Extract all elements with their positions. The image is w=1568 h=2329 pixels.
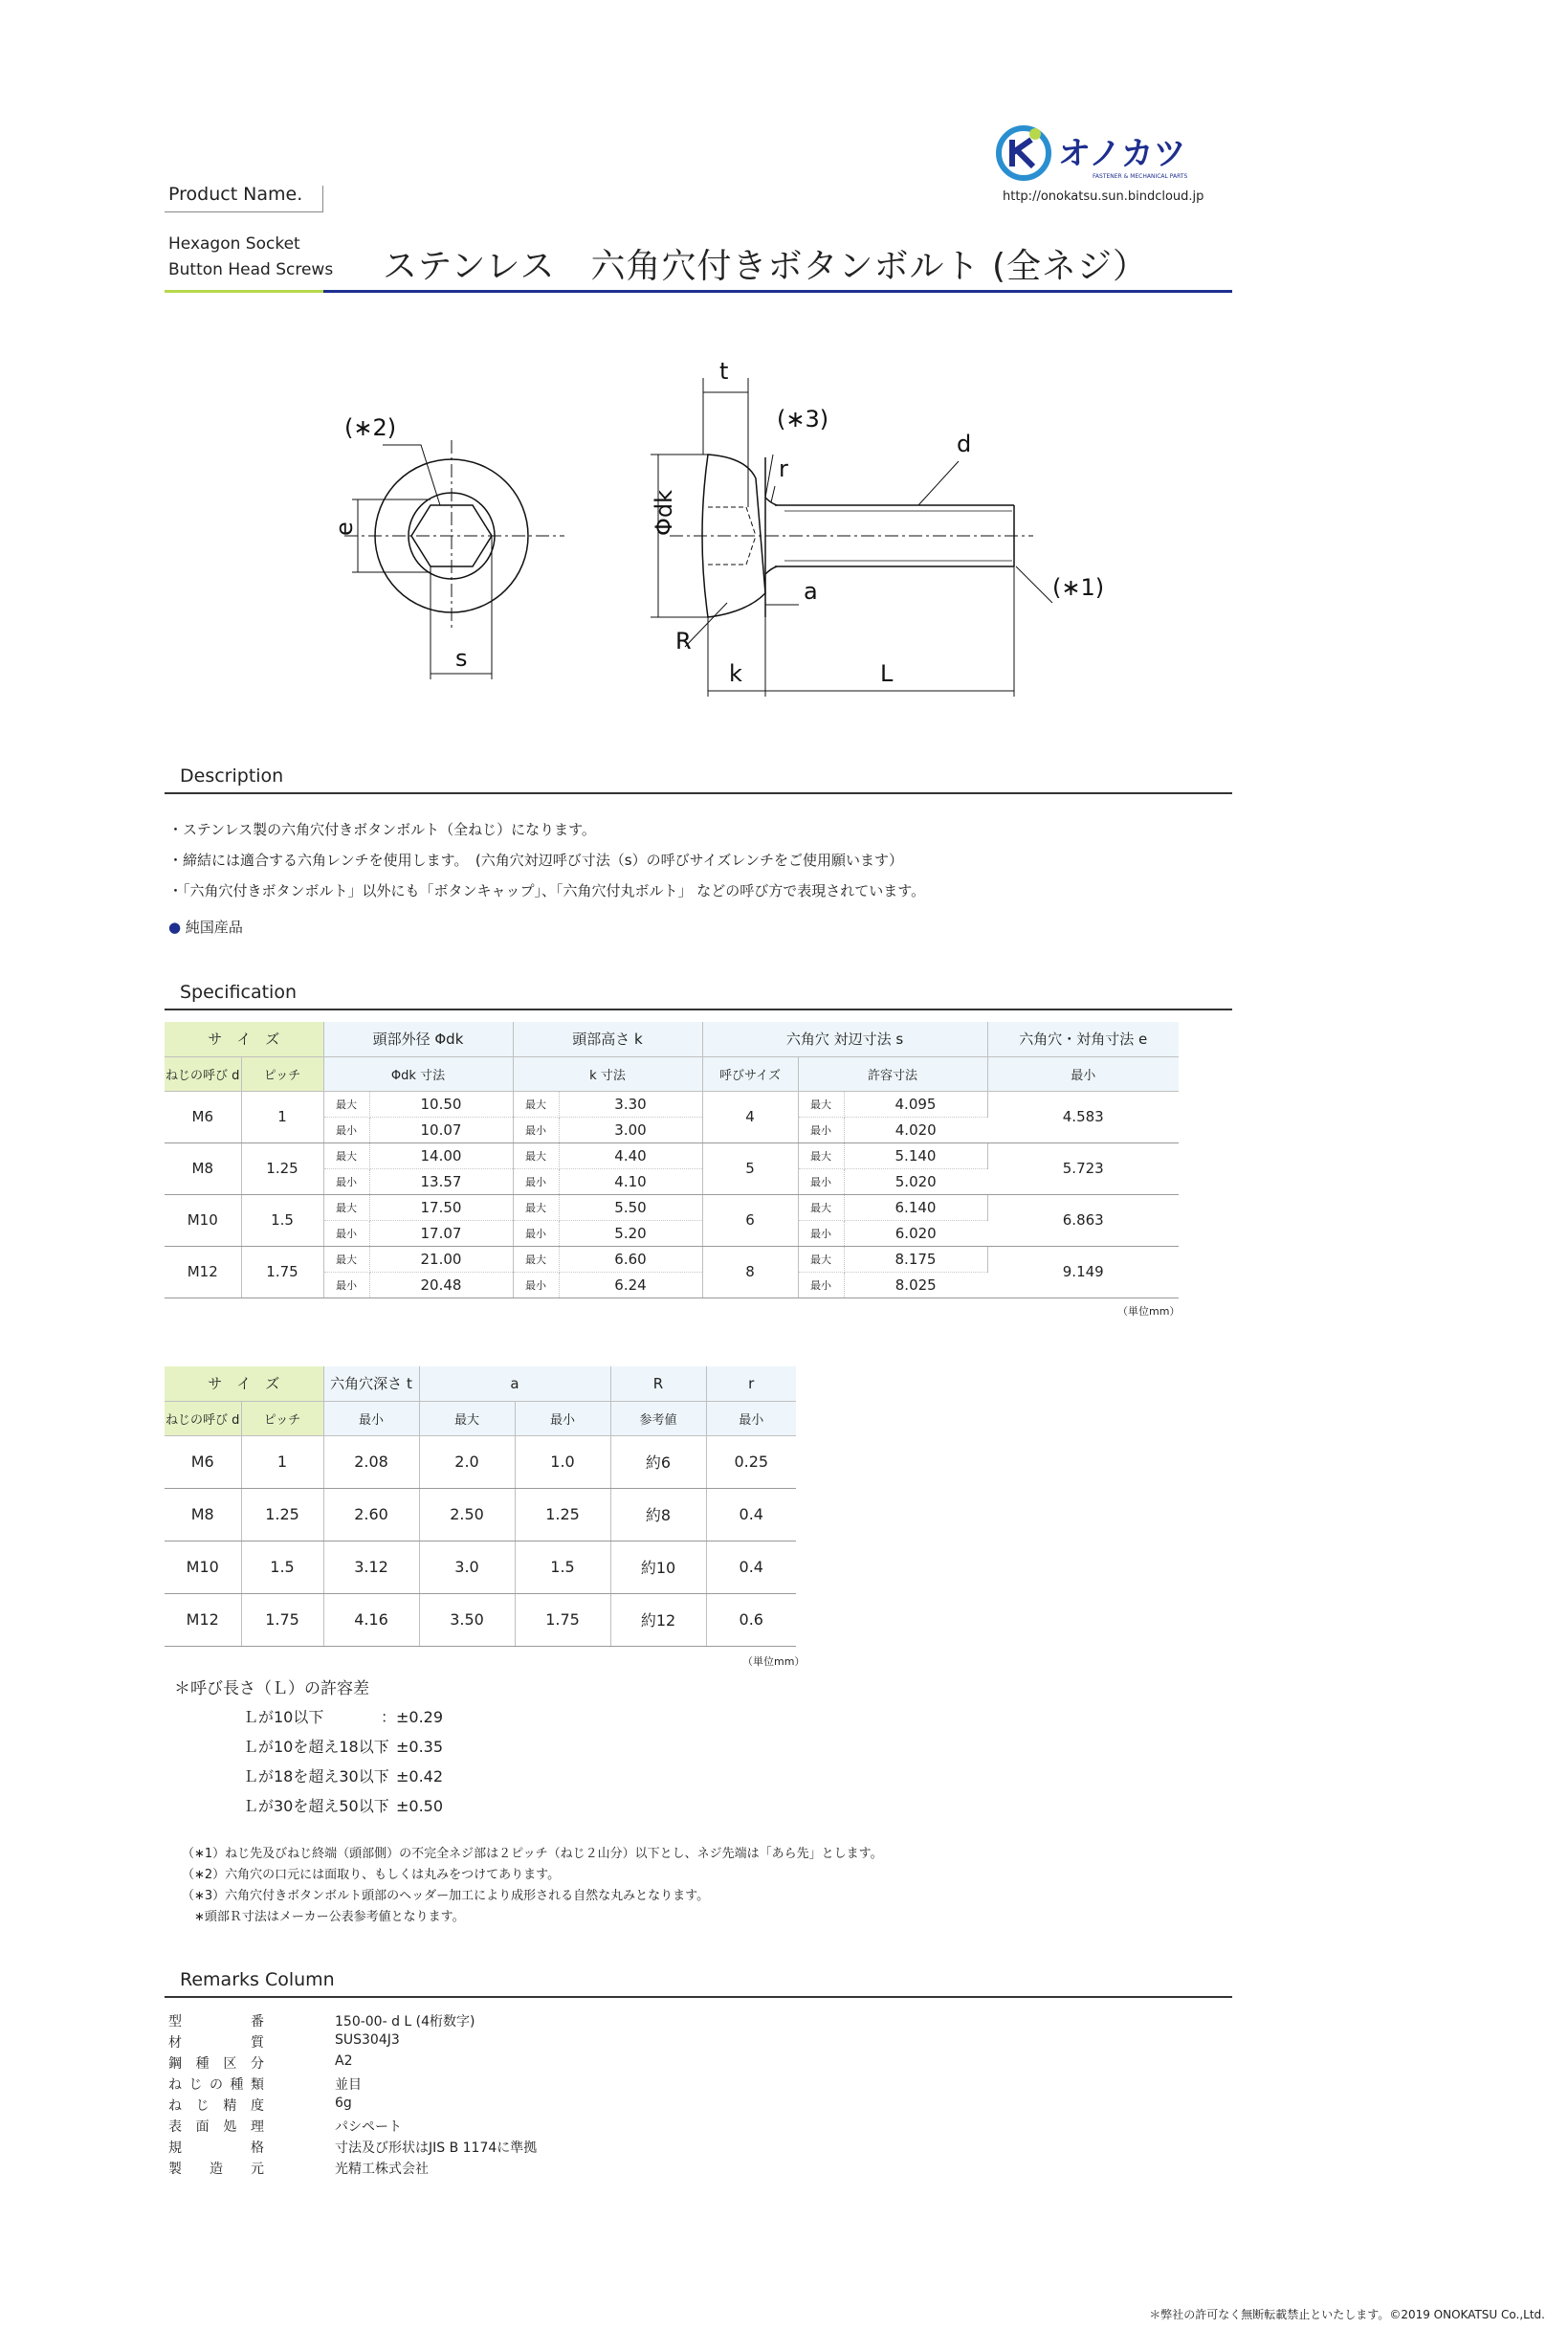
cell-max-label: 最大 — [513, 1091, 559, 1117]
cell-min-label: 最小 — [323, 1220, 369, 1246]
origin-bullet-icon: ● — [168, 919, 182, 936]
specification-title: Specification — [180, 982, 297, 1003]
col-size-header: サ イ ズ — [165, 1022, 323, 1056]
col-k-header: 頭部高さ k — [513, 1022, 702, 1056]
cell-min-label: 最小 — [323, 1168, 369, 1194]
logo-k-mark — [1012, 140, 1033, 166]
cell-max-label: 最大 — [798, 1142, 844, 1168]
cell-min-label: 最小 — [513, 1117, 559, 1142]
cell-r: 0.4 — [706, 1488, 796, 1541]
cell-pitch: 1.25 — [241, 1142, 323, 1194]
cell-pitch: 1.25 — [241, 1488, 323, 1541]
remark-key-char: 精 — [223, 2098, 237, 2114]
remark-key-char: 番 — [251, 2014, 264, 2030]
col-thread-sub: ねじの呼び d — [165, 1056, 241, 1091]
remark-key-char: 質 — [251, 2035, 264, 2051]
cell-s-nominal: 8 — [702, 1246, 798, 1298]
label-phidk: Φdk — [651, 489, 677, 536]
cell-s-max: 6.140 — [844, 1194, 987, 1220]
remark-value-model: 150-00- d L (4桁数字) — [335, 2014, 475, 2030]
company-url[interactable]: http://onokatsu.sun.bindcloud.jp — [1003, 189, 1204, 204]
col-r-header: r — [706, 1366, 796, 1401]
col-a-min-sub: 最小 — [515, 1401, 610, 1435]
cell-thread: M6 — [165, 1091, 241, 1142]
table-row — [165, 1541, 796, 1593]
note-star1: （∗1）ねじ先及びねじ終端（頭部側）の不完全ネジ部は２ピッチ（ねじ２山分）以下とし、ネジ先端は「あら先」とします。 — [182, 1847, 883, 1861]
description-title: Description — [180, 765, 284, 787]
leader-star3 — [765, 455, 773, 498]
label-star2: (∗2) — [344, 414, 397, 441]
spec-table-1-subheader — [165, 1056, 1179, 1091]
label-k: k — [729, 660, 742, 687]
cell-dk-max: 14.00 — [369, 1142, 513, 1168]
col-pitch-sub: ピッチ — [241, 1056, 323, 1091]
description-line-1: ・ステンレス製の六角穴付きボタンボルト（全ねじ）になります。 — [168, 821, 596, 838]
product-name-label: Product Name. — [168, 184, 303, 205]
logo-dot — [1029, 128, 1041, 140]
table-row — [165, 1142, 1179, 1168]
cell-thread: M10 — [165, 1541, 241, 1593]
table-row — [165, 1246, 1179, 1272]
remark-key-char: 処 — [223, 2119, 237, 2135]
table-row — [165, 1488, 796, 1541]
product-english-line2: Button Head Screws — [168, 260, 334, 279]
cell-max-label: 最大 — [323, 1194, 369, 1220]
cell-max-label: 最大 — [798, 1194, 844, 1220]
remarks-rule — [165, 1996, 1232, 1998]
cell-r: 0.4 — [706, 1541, 796, 1593]
cell-thread: M8 — [165, 1142, 241, 1194]
remark-key-char: 種 — [230, 2077, 244, 2093]
col-dk-header: 頭部外径 Φdk — [323, 1022, 513, 1056]
description-line-2: ・締結には適合する六角レンチを使用します。 (六角穴対辺呼び寸法（s）の呼びサイズレンチをご使用願います） — [168, 852, 904, 869]
leader-star1 — [1016, 566, 1052, 603]
label-r: r — [779, 455, 788, 482]
remark-key-char: 材 — [168, 2035, 182, 2051]
leader-d — [918, 461, 959, 505]
cell-R: 約6 — [610, 1435, 706, 1488]
cell-max-label: 最大 — [513, 1194, 559, 1220]
description-rule — [165, 792, 1232, 794]
col-t-min-sub: 最小 — [323, 1401, 419, 1435]
cell-min-label: 最小 — [798, 1168, 844, 1194]
cell-thread: M12 — [165, 1246, 241, 1298]
spec-table-2-header — [165, 1366, 796, 1401]
cell-s-min: 4.020 — [844, 1117, 987, 1142]
remark-key-model — [168, 2011, 264, 2030]
remark-key-material — [168, 2032, 264, 2052]
cell-e-min: 4.583 — [987, 1091, 1179, 1142]
col-s-tolerance-sub: 許容寸法 — [798, 1056, 987, 1091]
remark-key-char: の — [210, 2077, 223, 2093]
cell-min-label: 最小 — [798, 1272, 844, 1298]
product-english-name — [168, 232, 333, 283]
remark-key-char: 理 — [250, 2119, 264, 2135]
col-t-header: 六角穴深さ t — [323, 1366, 419, 1401]
remark-key-char: ね — [168, 2098, 182, 2114]
cell-dk-min: 13.57 — [369, 1168, 513, 1194]
remark-key-char: 種 — [195, 2056, 210, 2072]
cell-a-max: 3.50 — [419, 1593, 515, 1646]
cell-R: 約8 — [610, 1488, 706, 1541]
cell-k-max: 3.30 — [559, 1091, 702, 1117]
label-star3: (∗3) — [777, 406, 829, 433]
cell-s-max: 5.140 — [844, 1142, 987, 1168]
company-logo — [993, 122, 1205, 184]
cell-k-max: 6.60 — [559, 1246, 702, 1272]
cell-a-max: 3.0 — [419, 1541, 515, 1593]
length-tolerance-title: ＊呼び長さ（Ｌ）の許容差 — [174, 1679, 369, 1698]
note-star3: （∗3）六角穴付きボタンボルト頭部のヘッダー加工により成形される自然な丸みとなります。 — [182, 1889, 710, 1903]
cell-min-label: 最小 — [513, 1272, 559, 1298]
cell-r: 0.6 — [706, 1593, 796, 1646]
cell-dk-min: 10.07 — [369, 1117, 513, 1142]
remarks-title: Remarks Column — [180, 1969, 335, 1990]
col-k-sub: k 寸法 — [513, 1056, 702, 1091]
cell-pitch: 1.5 — [241, 1194, 323, 1246]
cell-R: 約10 — [610, 1541, 706, 1593]
cell-min-label: 最小 — [513, 1168, 559, 1194]
tolerance-value: ：±0.50 — [381, 1797, 444, 1815]
cell-pitch: 1.75 — [241, 1593, 323, 1646]
remark-key-char: 元 — [251, 2162, 264, 2177]
remark-key-manufacturer — [168, 2159, 264, 2178]
label-t: t — [719, 358, 729, 385]
cell-max-label: 最大 — [323, 1246, 369, 1272]
cell-a-max: 2.50 — [419, 1488, 515, 1541]
remark-key-char: 表 — [168, 2119, 182, 2135]
origin-line — [168, 917, 243, 937]
label-star1: (∗1) — [1052, 574, 1105, 601]
remark-key-char: 格 — [251, 2140, 264, 2156]
cell-max-label: 最大 — [323, 1091, 369, 1117]
cell-thread: M12 — [165, 1593, 241, 1646]
remark-value-surface: パシペート — [335, 2119, 402, 2135]
remark-key-thread-type — [168, 2074, 264, 2094]
col-s-nominal-sub: 呼びサイズ — [702, 1056, 798, 1091]
cell-s-nominal: 6 — [702, 1194, 798, 1246]
cell-s-min: 6.020 — [844, 1220, 987, 1246]
remark-key-char: じ — [188, 2077, 203, 2093]
col-s-header: 六角穴 対辺寸法 s — [702, 1022, 987, 1056]
note-head-radius: ∗頭部Ｒ寸法はメーカー公表参考値となります。 — [182, 1910, 465, 1924]
copyright-footer: ＊弊社の許可なく無断転載禁止といたします。©2019 ONOKATSU Co.,Ltd. — [1149, 2308, 1545, 2321]
cell-thread: M8 — [165, 1488, 241, 1541]
cell-t: 2.60 — [323, 1488, 419, 1541]
col-a-header: a — [419, 1366, 610, 1401]
remark-key-char: 型 — [168, 2014, 182, 2030]
col-pitch-sub: ピッチ — [241, 1401, 323, 1435]
remark-value-manufacturer: 光精工株式会社 — [335, 2162, 429, 2177]
cell-s-min: 5.020 — [844, 1168, 987, 1194]
cell-dk-max: 17.50 — [369, 1194, 513, 1220]
cell-s-nominal: 5 — [702, 1142, 798, 1194]
cell-max-label: 最大 — [323, 1142, 369, 1168]
technical-drawing — [316, 354, 1105, 699]
cell-k-min: 5.20 — [559, 1220, 702, 1246]
cell-s-max: 8.175 — [844, 1246, 987, 1272]
cell-min-label: 最小 — [798, 1220, 844, 1246]
cell-s-max: 4.095 — [844, 1091, 987, 1117]
description-line-3: ・「六角穴付きボタンボルト」以外にも「ボタンキャップ」、「六角穴付丸ボルト」 などの呼び方で表現されています。 — [168, 882, 926, 899]
tolerance-value: ：±0.29 — [381, 1708, 444, 1726]
cell-min-label: 最小 — [323, 1117, 369, 1142]
cell-max-label: 最大 — [513, 1142, 559, 1168]
cell-e-min: 9.149 — [987, 1246, 1179, 1298]
header-rule-blue — [323, 290, 1232, 293]
tolerance-condition: Ｌが18を超え30以下 — [243, 1767, 389, 1786]
label-a: a — [804, 578, 818, 605]
page-title: ステンレス 六角穴付きボタンボルト (全ネジ） — [383, 247, 1148, 286]
remark-key-char: じ — [195, 2098, 210, 2114]
col-size-header: サ イ ズ — [165, 1366, 323, 1401]
cell-r: 0.25 — [706, 1435, 796, 1488]
remark-key-char: 度 — [250, 2098, 264, 2114]
col-dk-sub: Φdk 寸法 — [323, 1056, 513, 1091]
cell-dk-min: 17.07 — [369, 1220, 513, 1246]
remark-value-thread-type: 並目 — [335, 2077, 362, 2093]
remark-key-char: ね — [168, 2077, 182, 2093]
cell-max-label: 最大 — [798, 1091, 844, 1117]
table-1-unit: （単位mm） — [1117, 1305, 1181, 1318]
remark-value-steel-class: A2 — [335, 2053, 353, 2069]
cell-R: 約12 — [610, 1593, 706, 1646]
cell-a-min: 1.0 — [515, 1435, 610, 1488]
remark-key-char: 規 — [168, 2140, 182, 2156]
table-row — [165, 1194, 1179, 1220]
tolerance-condition: Ｌが30を超え50以下 — [243, 1797, 389, 1815]
col-e-min-sub: 最小 — [987, 1056, 1179, 1091]
remark-value-standard: 寸法及び形状はJIS B 1174に準拠 — [335, 2140, 538, 2156]
leader-r — [771, 486, 775, 502]
remark-key-standard — [168, 2138, 264, 2157]
cell-min-label: 最小 — [323, 1272, 369, 1298]
leader-star2 — [383, 445, 440, 505]
specification-rule — [165, 1009, 1232, 1010]
table-row — [165, 1435, 796, 1488]
label-s: s — [455, 645, 468, 672]
remark-key-surface — [168, 2117, 264, 2136]
cell-a-min: 1.5 — [515, 1541, 610, 1593]
header-rule-green — [165, 290, 323, 293]
spec-table-2 — [165, 1366, 796, 1647]
cell-max-label: 最大 — [513, 1246, 559, 1272]
remark-key-char: 製 — [168, 2162, 182, 2177]
col-R-ref-sub: 参考値 — [610, 1401, 706, 1435]
cell-pitch: 1 — [241, 1091, 323, 1142]
cell-k-min: 3.00 — [559, 1117, 702, 1142]
product-english-line1: Hexagon Socket — [168, 234, 300, 254]
label-e: e — [331, 521, 358, 536]
label-L: L — [880, 660, 894, 687]
col-e-header: 六角穴・対角寸法 e — [987, 1022, 1179, 1056]
origin-text: 純国産品 — [185, 919, 243, 936]
remark-key-char: 類 — [251, 2077, 264, 2093]
spec-table-2-subheader — [165, 1401, 796, 1435]
table-2-unit: （単位mm） — [742, 1655, 806, 1668]
cell-e-min: 5.723 — [987, 1142, 1179, 1194]
remark-key-char: 面 — [195, 2119, 210, 2135]
table-row — [165, 1593, 796, 1646]
col-R-header: R — [610, 1366, 706, 1401]
logo-text: オノカツ — [1058, 135, 1186, 173]
table-row — [165, 1091, 1179, 1117]
label-d: d — [957, 431, 972, 457]
cell-s-nominal: 4 — [702, 1091, 798, 1142]
cell-t: 4.16 — [323, 1593, 419, 1646]
cell-k-max: 5.50 — [559, 1194, 702, 1220]
cell-thread: M6 — [165, 1435, 241, 1488]
cell-a-max: 2.0 — [419, 1435, 515, 1488]
spec-table-1-header — [165, 1022, 1179, 1056]
cell-a-min: 1.75 — [515, 1593, 610, 1646]
cell-min-label: 最小 — [513, 1220, 559, 1246]
cell-t: 3.12 — [323, 1541, 419, 1593]
tolerance-value: ：±0.35 — [381, 1738, 444, 1756]
cell-dk-max: 10.50 — [369, 1091, 513, 1117]
col-a-max-sub: 最大 — [419, 1401, 515, 1435]
remark-key-char: 造 — [210, 2162, 223, 2177]
cell-a-min: 1.25 — [515, 1488, 610, 1541]
cell-thread: M10 — [165, 1194, 241, 1246]
remark-key-steel-class — [168, 2053, 264, 2073]
tolerance-value: ：±0.42 — [381, 1767, 444, 1786]
remark-value-thread-accuracy: 6g — [335, 2096, 352, 2111]
remark-key-char: 分 — [250, 2056, 264, 2072]
remark-key-thread-accuracy — [168, 2096, 264, 2115]
col-thread-sub: ねじの呼び d — [165, 1401, 241, 1435]
remark-key-char: 区 — [223, 2056, 237, 2072]
cell-k-min: 4.10 — [559, 1168, 702, 1194]
cell-e-min: 6.863 — [987, 1194, 1179, 1246]
cell-pitch: 1.75 — [241, 1246, 323, 1298]
col-r-min-sub: 最小 — [706, 1401, 796, 1435]
cell-max-label: 最大 — [798, 1246, 844, 1272]
cell-dk-min: 20.48 — [369, 1272, 513, 1298]
cell-t: 2.08 — [323, 1435, 419, 1488]
cell-s-min: 8.025 — [844, 1272, 987, 1298]
label-R: R — [675, 628, 692, 654]
cell-k-max: 4.40 — [559, 1142, 702, 1168]
logo-tagline: FASTENER & MECHANICAL PARTS — [1093, 173, 1188, 180]
tolerance-condition: Ｌが10を超え18以下 — [243, 1738, 389, 1756]
tolerance-condition: Ｌが10以下 — [243, 1708, 324, 1726]
note-star2: （∗2）六角穴の口元には面取り、もしくは丸みをつけてあります。 — [182, 1868, 561, 1882]
cell-pitch: 1 — [241, 1435, 323, 1488]
remark-key-char: 鋼 — [168, 2056, 182, 2072]
cell-min-label: 最小 — [798, 1117, 844, 1142]
remark-value-material: SUS304J3 — [335, 2032, 400, 2048]
cell-k-min: 6.24 — [559, 1272, 702, 1298]
cell-dk-max: 21.00 — [369, 1246, 513, 1272]
cell-pitch: 1.5 — [241, 1541, 323, 1593]
spec-table-1 — [165, 1022, 1179, 1298]
